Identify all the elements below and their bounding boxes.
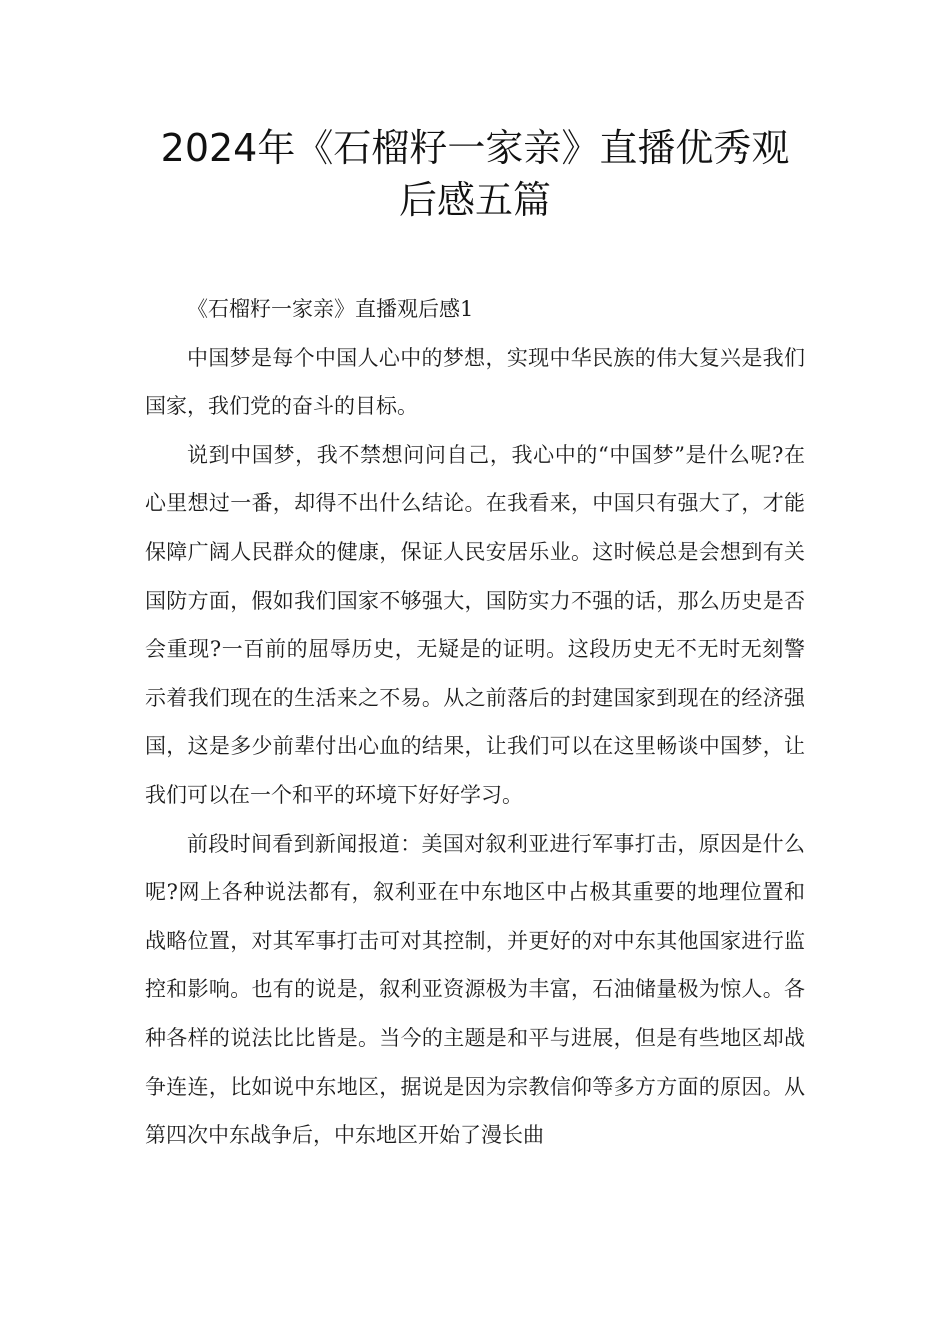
paragraph: 中国梦是每个中国人心中的梦想，实现中华民族的伟大复兴是我们国家，我们党的奋斗的目标。 [145, 345, 805, 419]
document-body [145, 285, 805, 1160]
section-heading: 《石榴籽一家亲》直播观后感1 [187, 297, 474, 321]
document-title: 2024年《石榴籽一家亲》直播优秀观后感五篇 [160, 126, 790, 222]
paragraph: 说到中国梦，我不禁想问问自己，我心中的“中国梦”是什么呢?在心里想过一番，却得不出什么结论。在我看来，中国只有强大了，才能保障广阔人民群众的健康，保证人民安居乐业。这时候总是会想到有关国防方面，假如我们国家不够强大，国防实力不强的话，那么历史是否会重现?一百前的屈辱历史，无疑是的证明。这段历史无不无时无刻警示着我们现在的生活来之不易。从之前落后的封建国家到现在的经济强国，这是多少前辈付出心血的结果，让我们可以在这里畅谈中国梦，让我们可以在一个和平的环境下好好学习。 [145, 442, 805, 807]
paragraph: 前段时间看到新闻报道：美国对叙利亚进行军事打击，原因是什么呢?网上各种说法都有，叙利亚在中东地区中占极其重要的地理位置和战略位置，对其军事打击可对其控制，并更好的对中东其他国家进行监控和影响。也有的说是，叙利亚资源极为丰富，石油储量极为惊人。各种各样的说法比比皆是。当今的主题是和平与进展，但是有些地区却战争连连，比如说中东地区，据说是因为宗教信仰等多方方面的原因。从第四次中东战争后，中东地区开始了漫长曲 [145, 831, 805, 1148]
